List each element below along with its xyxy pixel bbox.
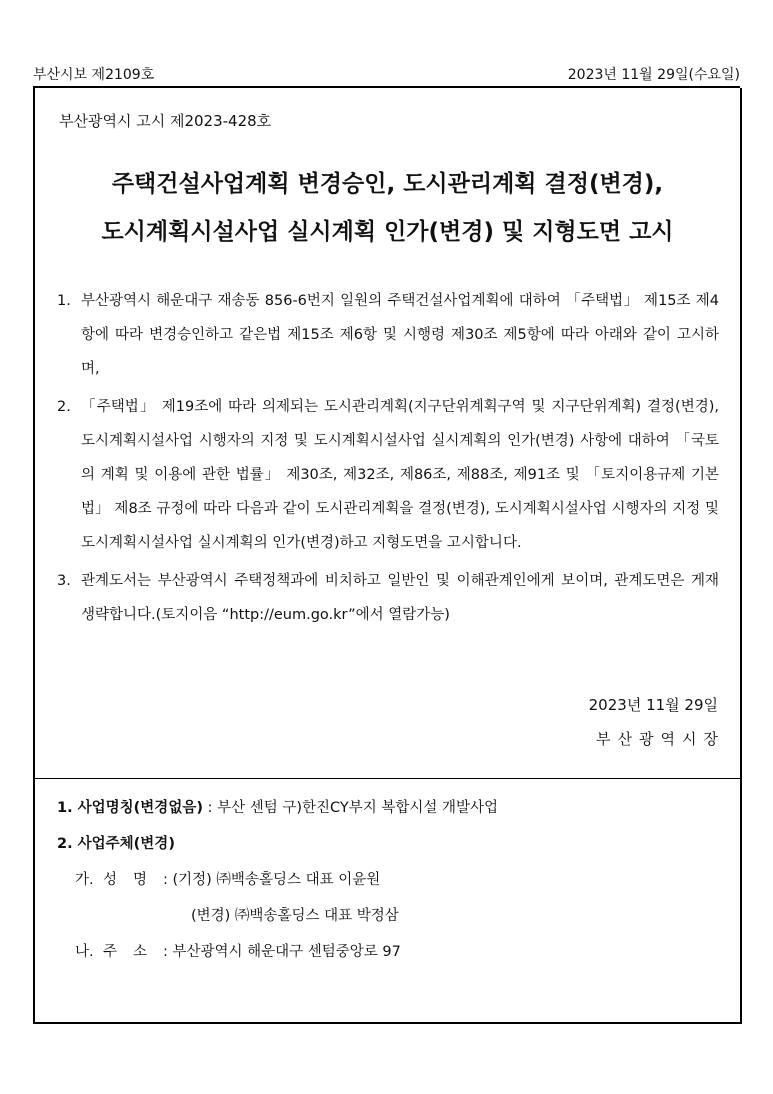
owner-name-row — [57, 862, 717, 898]
paragraph-number: 2. — [57, 399, 71, 415]
signature-block — [588, 688, 725, 756]
notice-title — [35, 160, 740, 256]
page-header — [33, 64, 740, 86]
sign-authority: 부산광역시장 — [596, 730, 725, 748]
paragraph-1 — [57, 284, 719, 386]
owner-name-previous: : (기정) ㈜백송홀딩스 대표 이윤원 — [163, 872, 381, 888]
project-owner-label: 2. 사업주체(변경) — [57, 836, 175, 852]
title-line-2: 도시계획시설사업 실시계획 인가(변경) 및 지형도면 고시 — [101, 219, 674, 245]
sign-date: 2023년 11월 29일 — [588, 696, 718, 714]
paragraph-text: 관계도서는 부산광역시 주택정책과에 비치하고 일반인 및 이해관계인에게 보이며, 관계도면은 게재 생략합니다.(토지이음 “http://eum.go.kr”에서 열람가능) — [81, 573, 719, 623]
owner-address-value: : 부산광역시 해운대구 센텀중앙로 97 — [163, 944, 401, 960]
owner-name-label: 가. 성 명 — [75, 872, 148, 888]
owner-address-row — [57, 934, 717, 970]
owner-address-label: 나. 주 소 — [75, 944, 148, 960]
paragraph-number: 1. — [57, 293, 71, 309]
project-name-label: 1. 사업명칭(변경없음) — [57, 800, 203, 816]
paragraph-number: 3. — [57, 573, 71, 589]
notice-frame — [33, 88, 742, 1024]
project-name-row — [57, 790, 717, 826]
owner-name-changed: (변경) ㈜백송홀딩스 대표 박정삼 — [191, 908, 399, 924]
paragraph-text: 부산광역시 해운대구 재송동 856-6번지 일원의 주택건설사업계획에 대하여 「주택법」 제15조 제4항에 따라 변경승인하고 같은법 제15조 제6항 및 시행령 제30조 제5항에 따라 아래와 같이 고시하며, — [81, 293, 719, 377]
publication-date: 2023년 11월 29일(수요일) — [567, 67, 740, 83]
section-divider — [35, 778, 740, 779]
owner-name-changed-row — [57, 898, 717, 934]
paragraph-text: 「주택법」 제19조에 따라 의제되는 도시관리계획(지구단위계획구역 및 지구단위계획) 결정(변경), 도시계획시설사업 시행자의 지정 및 도시계획시설사업 실시계획의 인가(변경) 사항에 대하여 「국토의 계획 및 이용에 관한 법률」 제30조, 제32조, 제86조, 제88조, 제91조 및 「토지이용규제 기본법」 제8조 규정에 따라 다음과 같이 도시관리계획을 결정(변경), 도시계획시설사업 시행자의 지정 및 도시계획시설사업 실시계획의 인가(변경)하고 지형도면을 고시합니다. — [81, 399, 719, 551]
notice-number: 부산광역시 고시 제2023-428호 — [59, 112, 272, 130]
project-name-value: : 부산 센텀 구)한진CY부지 복합시설 개발사업 — [202, 800, 499, 816]
paragraph-3 — [57, 564, 719, 632]
project-owner-row — [57, 826, 717, 862]
notice-body — [57, 284, 719, 632]
title-line-1: 주택건설사업계획 변경승인, 도시관리계획 결정(변경), — [111, 171, 664, 197]
project-details — [57, 790, 717, 970]
publication-issue: 부산시보 제2109호 — [33, 67, 155, 83]
paragraph-2 — [57, 390, 719, 560]
